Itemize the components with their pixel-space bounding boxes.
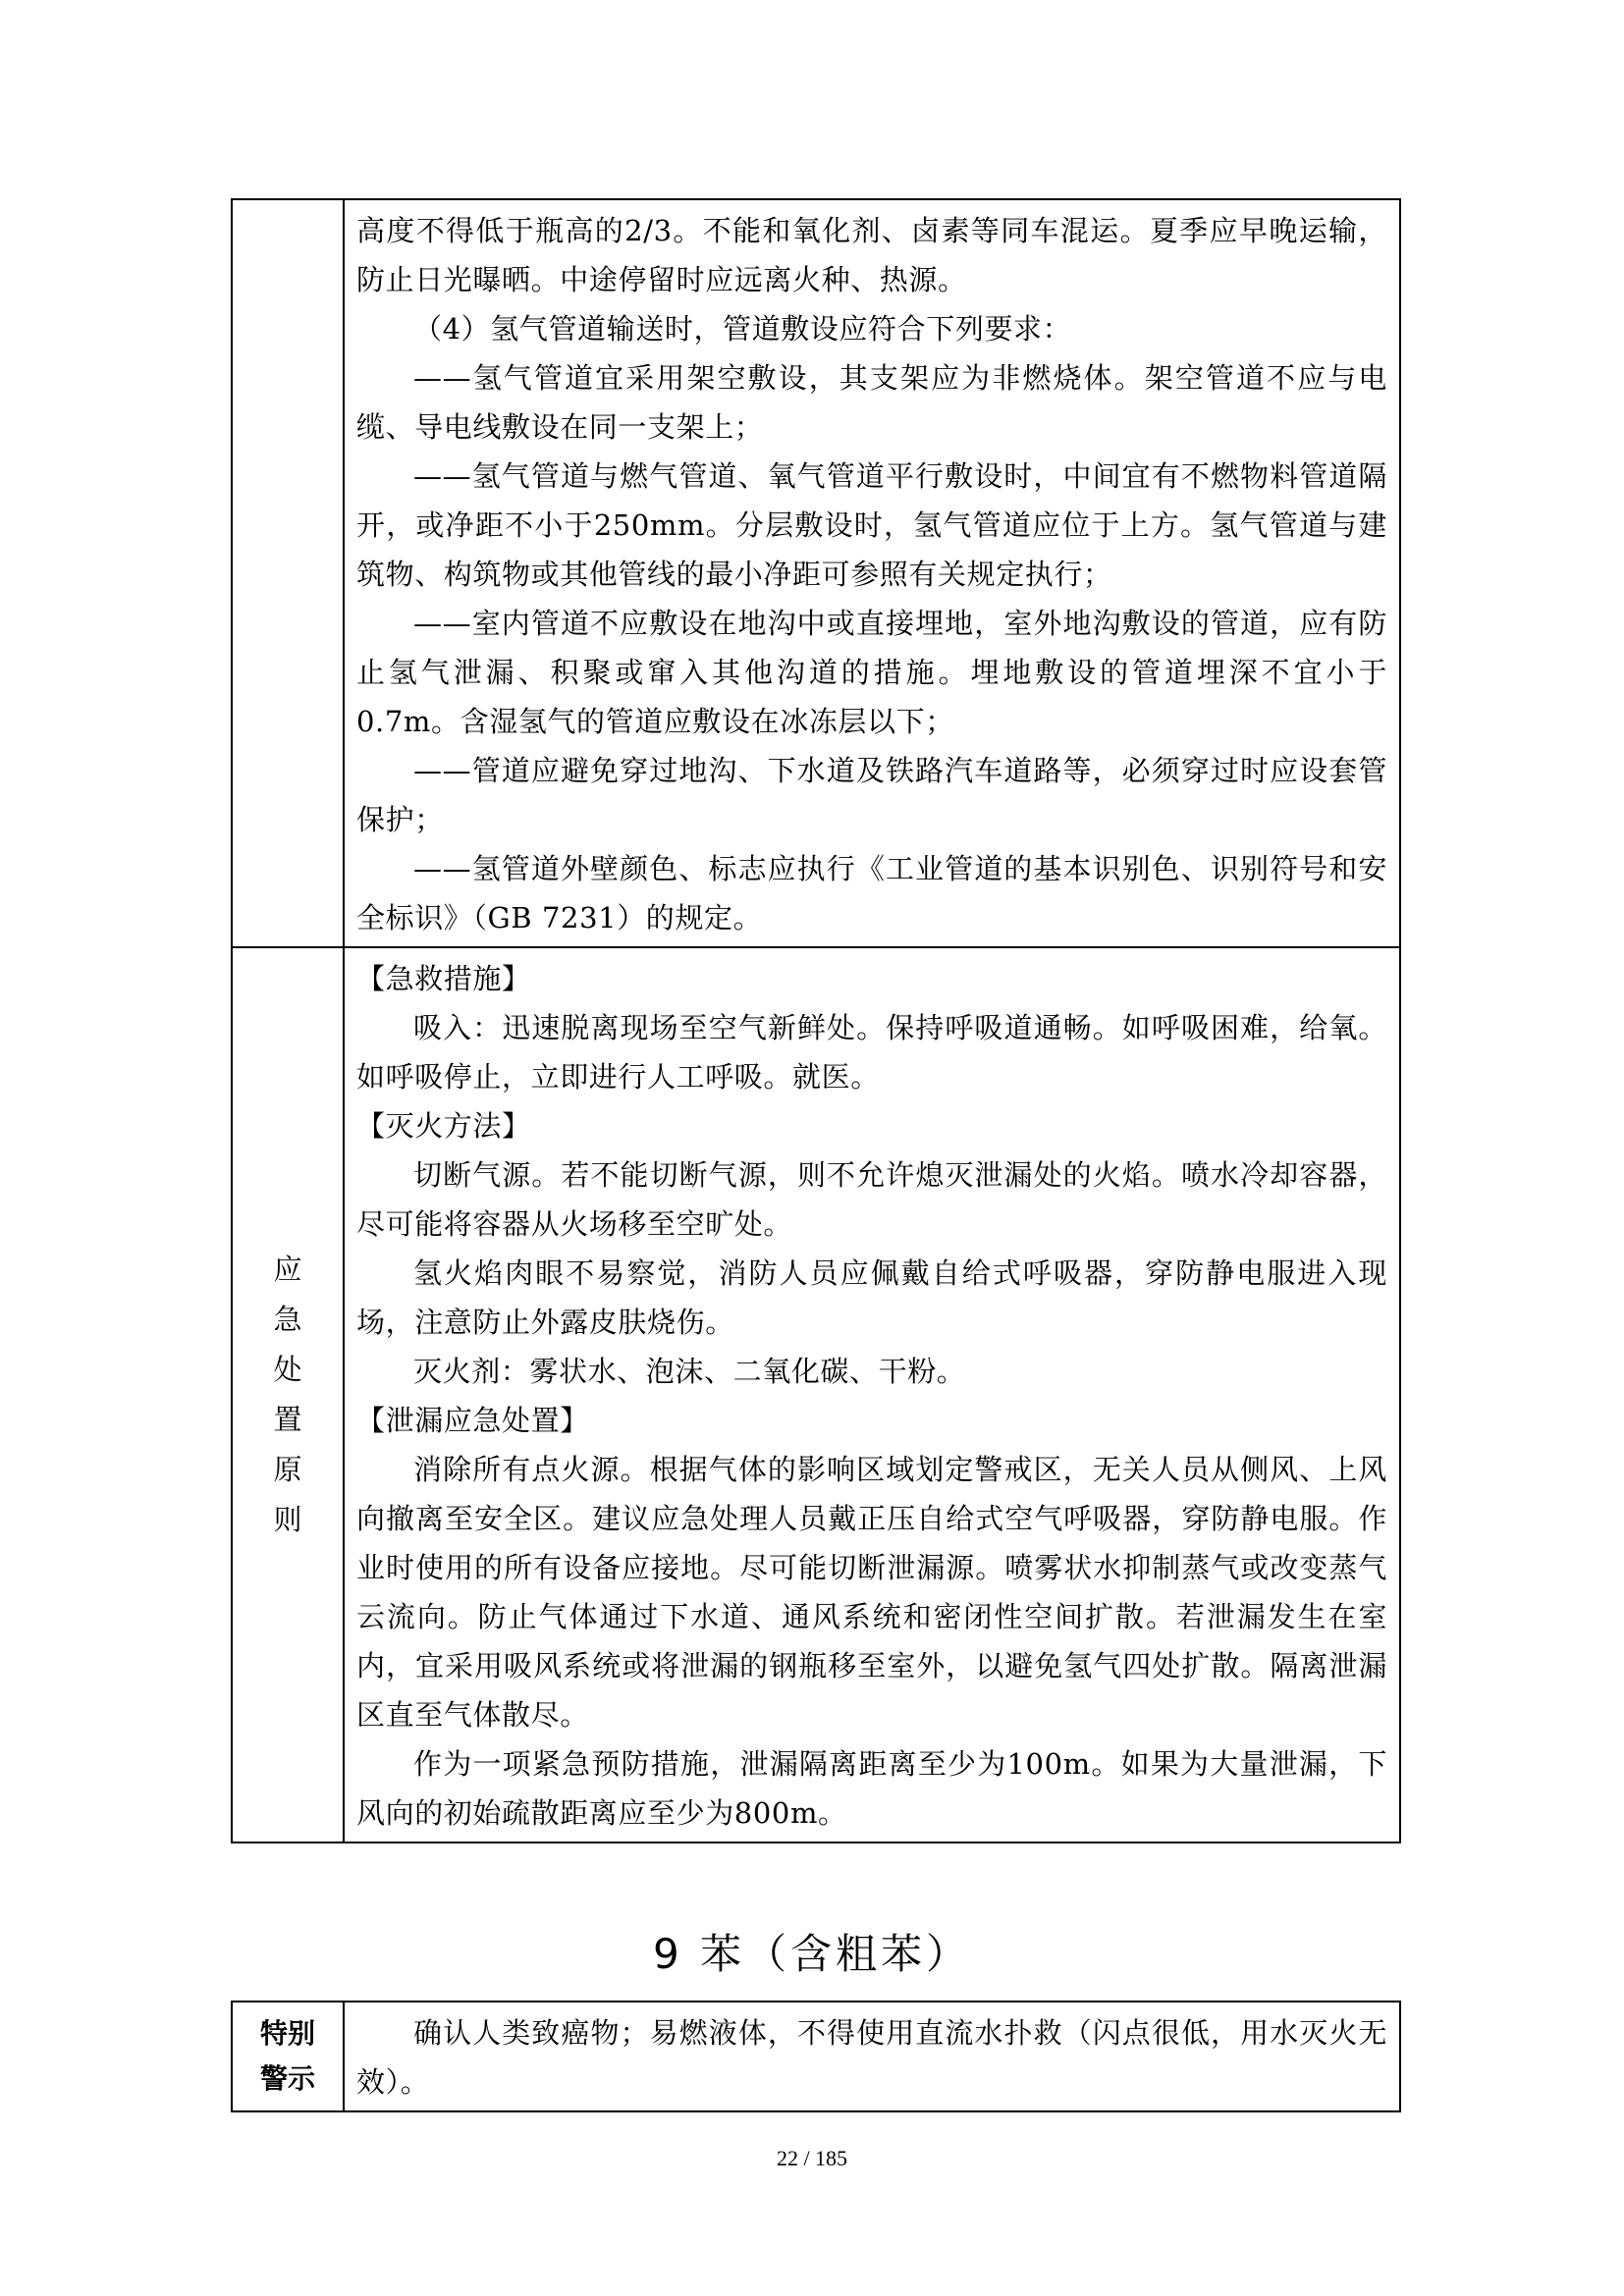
page-number: 22 / 185 <box>776 2146 848 2170</box>
paragraph: ——氢管道外壁颜色、标志应执行《工业管道的基本识别色、识别符号和安全标识》（GB 7231）的规定。 <box>356 852 1387 934</box>
paragraph: 高度不得低于瓶高的2/3。不能和氧化剂、卤素等同车混运。夏季应早晚运输，防止日光曝晒。中途停留时应远离火种、热源。 <box>356 214 1387 296</box>
side-label-empty <box>232 199 344 947</box>
paragraph: ——室内管道不应敷设在地沟中或直接埋地，室外地沟敷设的管道，应有防止氢气泄漏、积聚或窜入其他沟道的措施。埋地敷设的管道埋深不宜小于0.7m。含湿氢气的管道应敷设在冰冻层以下； <box>356 607 1387 738</box>
section-title: 9 苯（含粗苯） <box>652 1930 972 1978</box>
first-aid-text: 吸入：迅速脱离现场至空气新鲜处。保持呼吸道通畅。如呼吸困难，给氧。如呼吸停止，立即进行人工呼吸。就医。 <box>356 1011 1387 1094</box>
fire-fighting-heading: 【灭火方法】 <box>356 1109 531 1143</box>
side-label-char: 原 <box>273 1453 302 1486</box>
storage-transport-content <box>344 199 1400 947</box>
leak-response-text: 作为一项紧急预防措施，泄漏隔离距离至少为100m。如果为大量泄漏，下风向的初始疏散距离应至少为800m。 <box>356 1747 1387 1830</box>
side-label-char: 处 <box>273 1353 302 1386</box>
side-label-char: 置 <box>273 1403 302 1436</box>
emergency-content <box>344 947 1400 1842</box>
special-warning-label <box>232 2002 344 2111</box>
special-warning-content <box>344 2002 1400 2111</box>
warning-label-line: 特别 <box>259 2017 315 2050</box>
side-label-char: 应 <box>273 1253 302 1286</box>
table-row <box>232 2002 1400 2111</box>
warning-label-line: 警示 <box>259 2062 315 2095</box>
leak-response-heading: 【泄漏应急处置】 <box>356 1404 589 1437</box>
side-label-char: 则 <box>273 1503 302 1536</box>
extinguishing-agents: 灭火剂：雾状水、泡沫、二氧化碳、干粉。 <box>413 1355 966 1388</box>
first-aid-heading: 【急救措施】 <box>356 962 531 995</box>
side-label-char: 急 <box>273 1303 302 1336</box>
fire-fighting-text: 氢火焰肉眼不易察觉，消防人员应佩戴自给式呼吸器，穿防静电服进入现场，注意防止外露皮肤烧伤。 <box>356 1256 1387 1339</box>
fire-fighting-text: 切断气源。若不能切断气源，则不允许熄灭泄漏处的火焰。喷水冷却容器，尽可能将容器从火场移至空旷处。 <box>356 1158 1387 1241</box>
emergency-side-label <box>232 947 344 1842</box>
table-row <box>232 199 1400 947</box>
hydrogen-continued-table <box>231 198 1401 1843</box>
warning-text: 确认人类致癌物；易燃液体，不得使用直流水扑救（闪点很低，用水灭火无效）。 <box>356 2016 1387 2099</box>
table-row <box>232 947 1400 1842</box>
leak-response-text: 消除所有点火源。根据气体的影响区域划定警戒区，无关人员从侧风、上风向撤离至安全区。建议应急处理人员戴正压自给式空气呼吸器，穿防静电服。作业时使用的所有设备应接地。尽可能切断泄漏源。喷雾状水抑制蒸气或改变蒸气云流向。防止气体通过下水道、通风系统和密闭性空间扩散。若泄漏发生在室内，宜采用吸风系统或将泄漏的钢瓶移至室外，以避免氢气四处扩散。隔离泄漏区直至气体散尽。 <box>356 1453 1387 1732</box>
paragraph: ——氢气管道与燃气管道、氧气管道平行敷设时，中间宜有不燃物料管道隔开，或净距不小于250mm。分层敷设时，氢气管道应位于上方。氢气管道与建筑物、构筑物或其他管线的最小净距可参照有关规定执行； <box>356 459 1387 591</box>
benzene-table <box>231 2001 1401 2112</box>
paragraph: ——管道应避免穿过地沟、下水道及铁路汽车道路等，必须穿过时应设套管保护； <box>356 754 1387 836</box>
paragraph: （4）氢气管道输送时，管道敷设应符合下列要求： <box>413 312 1072 346</box>
paragraph: ——氢气管道宜采用架空敷设，其支架应为非燃烧体。架空管道不应与电缆、导电线敷设在同一支架上； <box>356 361 1387 444</box>
